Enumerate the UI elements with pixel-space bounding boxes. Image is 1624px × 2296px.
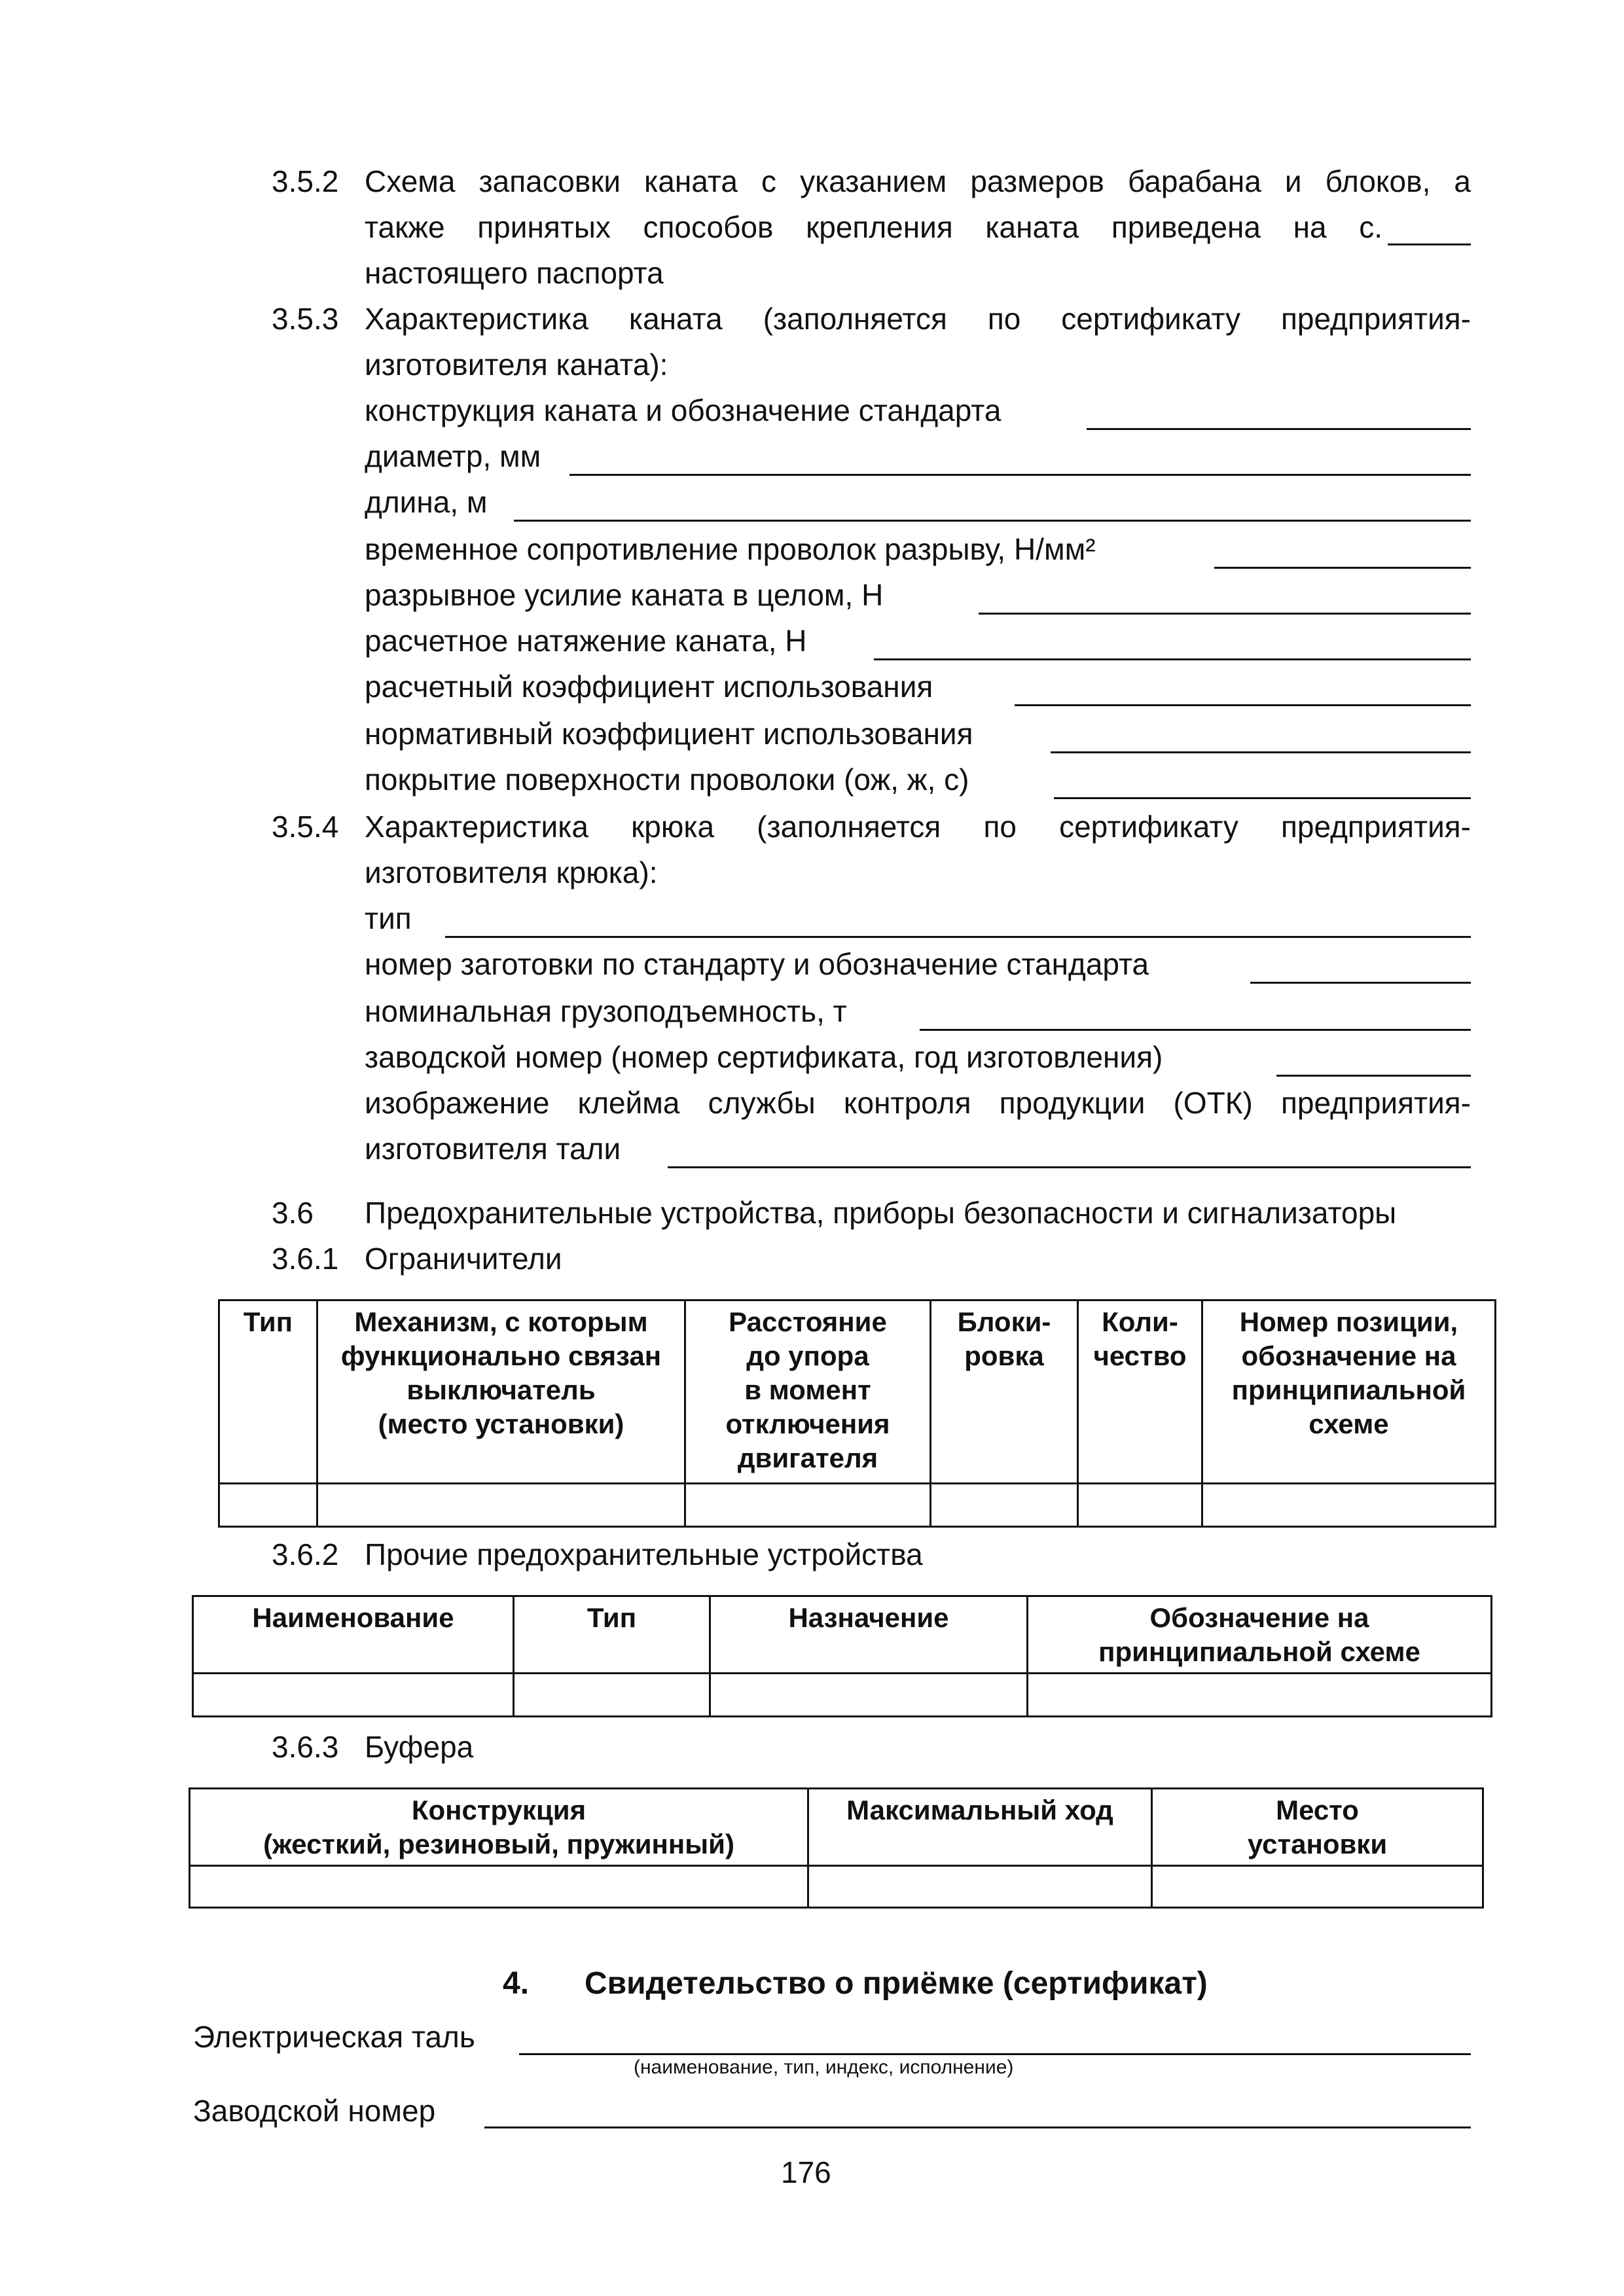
- table-row: [193, 1674, 1492, 1717]
- design-utilization-factor-label: расчетный коэффициент использования: [365, 670, 933, 704]
- hoist-field[interactable]: [519, 2053, 1471, 2055]
- hook-capacity-label: номинальная грузоподъемность, т: [365, 994, 847, 1028]
- table-cell[interactable]: [931, 1484, 1078, 1527]
- section-number-3-5-2: 3.5.2: [272, 164, 339, 198]
- header-name: Наименование: [193, 1596, 514, 1674]
- section-3-6-2-title: Прочие предохранительные устройства: [365, 1537, 923, 1571]
- section-number-3-6-2: 3.6.2: [272, 1537, 339, 1571]
- header-distance: Расстояние до упора в момент отключения двигателя: [685, 1300, 931, 1484]
- hook-capacity-field[interactable]: [920, 1029, 1471, 1031]
- header-mechanism: Механизм, с которым функционально связан выключатель (место установки): [317, 1300, 685, 1484]
- header-interlock: Блоки- ровка: [931, 1300, 1078, 1484]
- rope-diameter-label: диаметр, мм: [365, 439, 541, 473]
- section-3-5-3-line-2: изготовителя каната):: [365, 348, 668, 382]
- header-construction: Конструкция (жесткий, резиновый, пружинный): [190, 1789, 808, 1866]
- header-type: Тип: [514, 1596, 710, 1674]
- hoist-field-hint: (наименование, тип, индекс, исполнение): [634, 2056, 1014, 2078]
- rope-length-label: длина, м: [365, 485, 488, 519]
- hook-type-field[interactable]: [445, 936, 1471, 938]
- section-3-5-3-line-1: Характеристика каната (заполняется по сертификату предприятия-: [365, 302, 1471, 336]
- table-header-row: [219, 1300, 1496, 1484]
- header-type: Тип: [219, 1300, 317, 1484]
- hook-blank-number-field[interactable]: [1250, 982, 1471, 984]
- section-3-5-4-line-1: Характеристика крюка (заполняется по сертификату предприятия-: [365, 810, 1471, 844]
- section-3-5-2-line-1: Схема запасовки каната с указанием размеров барабана и блоков, а: [365, 164, 1471, 198]
- section-number-3-6-3: 3.6.3: [272, 1730, 339, 1764]
- section-3-6-1-title: Ограничители: [365, 1242, 562, 1276]
- rope-length-field[interactable]: [514, 520, 1471, 522]
- hoist-label: Электрическая таль: [193, 2020, 475, 2054]
- table-cell[interactable]: [1028, 1674, 1492, 1717]
- rope-construction-label: конструкция каната и обозначение стандарта: [365, 393, 1001, 427]
- table-cell[interactable]: [193, 1674, 514, 1717]
- table-row: [219, 1484, 1496, 1527]
- rope-design-tension-label: расчетное натяжение каната, Н: [365, 624, 807, 658]
- section-3-6-3-title: Буфера: [365, 1730, 474, 1764]
- stamp-image-line-2: изготовителя тали: [365, 1132, 621, 1166]
- section-3-5-2-line-2: также принятых способов крепления каната приведена на с.: [365, 210, 1382, 244]
- section-number-3-5-3: 3.5.3: [272, 302, 339, 336]
- section-3-6-title: Предохранительные устройства, приборы безопасности и сигнализаторы: [365, 1196, 1397, 1230]
- rope-diameter-field[interactable]: [569, 474, 1471, 476]
- section-3-5-4-line-2: изготовителя крюка):: [365, 855, 658, 889]
- hook-type-label: тип: [365, 901, 412, 935]
- table-cell[interactable]: [514, 1674, 710, 1717]
- wire-tensile-strength-label: временное сопротивление проволок разрыву, Н/мм²: [365, 532, 1096, 566]
- design-utilization-factor-field[interactable]: [1015, 704, 1471, 706]
- page-ref-blank[interactable]: [1388, 243, 1471, 245]
- header-quantity: Коли- чество: [1078, 1300, 1202, 1484]
- table-header-row: [190, 1789, 1483, 1866]
- hook-serial-number-field[interactable]: [1276, 1075, 1471, 1077]
- header-location: Место установки: [1152, 1789, 1483, 1866]
- stamp-image-line-1: изображение клейма службы контроля продукции (ОТК) предприятия-: [365, 1086, 1471, 1120]
- table-cell[interactable]: [317, 1484, 685, 1527]
- limiters-table: [218, 1299, 1496, 1528]
- wire-coating-field[interactable]: [1054, 797, 1471, 799]
- header-schematic-designation: Обозначение на принципиальной схеме: [1028, 1596, 1492, 1674]
- section-4-title: Свидетельство о приёмке (сертификат): [585, 1966, 1208, 2001]
- buffers-table: [189, 1787, 1484, 1909]
- normative-utilization-factor-field[interactable]: [1051, 751, 1471, 753]
- stamp-image-field[interactable]: [668, 1166, 1471, 1168]
- other-devices-table: [192, 1595, 1492, 1717]
- table-cell[interactable]: [219, 1484, 317, 1527]
- table-cell[interactable]: [1202, 1484, 1496, 1527]
- table-cell[interactable]: [1152, 1866, 1483, 1908]
- serial-number-label: Заводской номер: [193, 2094, 436, 2128]
- rope-breaking-force-field[interactable]: [979, 613, 1471, 615]
- section-number-3-6: 3.6: [272, 1196, 314, 1230]
- page-number: 176: [781, 2155, 831, 2189]
- table-cell[interactable]: [190, 1866, 808, 1908]
- table-cell[interactable]: [685, 1484, 931, 1527]
- hook-serial-number-label: заводской номер (номер сертификата, год изготовления): [365, 1040, 1163, 1074]
- normative-utilization-factor-label: нормативный коэффициент использования: [365, 717, 973, 751]
- table-cell[interactable]: [710, 1674, 1028, 1717]
- section-4-number: 4.: [503, 1966, 530, 2001]
- header-position-number: Номер позиции, обозначение на принципиальной схеме: [1202, 1300, 1496, 1484]
- table-cell[interactable]: [1078, 1484, 1202, 1527]
- wire-tensile-strength-field[interactable]: [1214, 567, 1471, 569]
- hook-blank-number-label: номер заготовки по стандарту и обозначение стандарта: [365, 947, 1149, 981]
- section-number-3-6-1: 3.6.1: [272, 1242, 339, 1276]
- rope-breaking-force-label: разрывное усилие каната в целом, Н: [365, 578, 884, 612]
- table-cell[interactable]: [808, 1866, 1152, 1908]
- section-3-5-2-line-3: настоящего паспорта: [365, 256, 664, 290]
- header-max-stroke: Максимальный ход: [808, 1789, 1152, 1866]
- serial-number-field[interactable]: [484, 2126, 1471, 2128]
- rope-construction-field[interactable]: [1087, 428, 1471, 430]
- wire-coating-label: покрытие поверхности проволоки (ож, ж, с): [365, 762, 969, 797]
- header-purpose: Назначение: [710, 1596, 1028, 1674]
- table-row: [190, 1866, 1483, 1908]
- section-number-3-5-4: 3.5.4: [272, 810, 339, 844]
- table-header-row: [193, 1596, 1492, 1674]
- rope-design-tension-field[interactable]: [874, 658, 1471, 660]
